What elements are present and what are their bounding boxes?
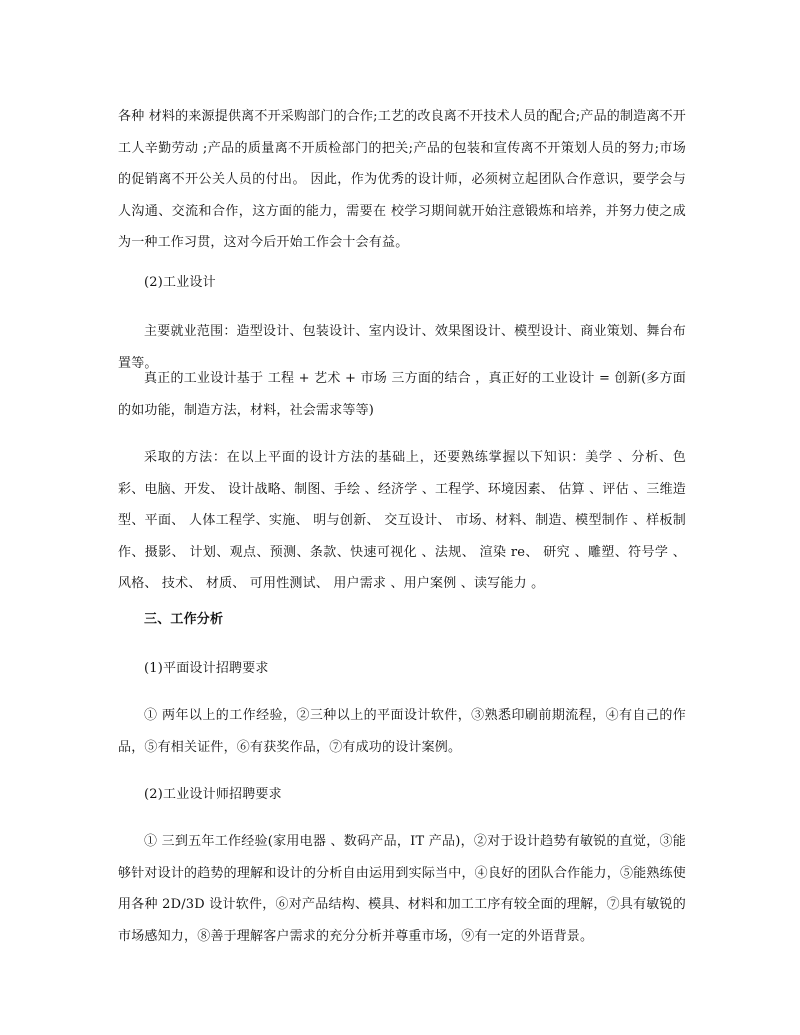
paragraph-graphic-design-requirements: ① 两年以上的工作经验，②三种以上的平面设计软件，③熟悉印刷前期流程，④有自己的作品，⑤有相关证件，⑥有获奖作品，⑦有成功的设计案例。	[118, 708, 686, 755]
paragraph-teamwork: 各种 材料的来源提供离不开采购部门的合作;工艺的改良离不开技术人员的配合;产品的制造离不开工人辛勤劳动 ;产品的质量离不开质检部门的把关;产品的包装和宣传离不开策划人员的努力;市场的促销离不开公关人员的付出。 因此，作为优秀的设计师，必须树立起团队合作意识，要学会与人沟通、交流和合作，这方面的能力，需要在 校学习期间就开始注意锻炼和培养，并努力使之成为一种工作习贯，这对今后开始工作会十会有益。	[118, 109, 686, 250]
section-heading-work-analysis: 三、工作分析	[144, 612, 224, 627]
paragraph-employment-scope: 主要就业范围：造型设计、包装设计、室内设计、效果图设计、模型设计、商业策划、舞台布置等。	[118, 324, 686, 371]
paragraph-industrial-designer-requirements: ① 三到五年工作经验(家用电器 、数码产品，IT 产品)，②对于设计趋势有敏锐的直觉，③能够针对设计的趋势的理解和设计的分析自由运用到实际当中，④良好的团队合作能力，⑤能熟练使用各种 2D/3D 设计软件，⑥对产品结构、模具、材料和加工工序有较全面的理解，⑦具有敏锐的市场感知力，⑧善于理解客户需求的充分分析并尊重市场，⑨有一定的外语背景。	[118, 834, 686, 944]
subheading-industrial-designer-requirements: (2)工业设计师招聘要求	[144, 787, 282, 802]
subheading-graphic-design-requirements: (1)平面设计招聘要求	[144, 661, 269, 676]
subheading-industrial-design: (2)工业设计	[144, 275, 216, 290]
paragraph-industrial-design-definition: 真正的工业设计基于 工程 + 艺术 + 市场 三方面的结合 ，真正好的工业设计 = 创新(多方面的如功能，制造方法，材料，社会需求等等)	[118, 371, 686, 418]
paragraph-methods: 采取的方法：在以上平面的设计方法的基础上，还要熟练掌握以下知识：美学 、分析、色彩、电脑、开发、 设计战略、制图、手绘 、经济学 、工程学、环境因素、 估算 、评估 、三维造型、平面、 人体工程学、实施、 明与创新、 交互设计、 市场、材料、制造、模型制作 、样板制作、摄影、 计划、观点、预测、条款、快速可视化 、法规、 渲染 re、 研究 、雕塑、符号学 、风格、 技术、 材质、 可用性测试、 用户需求 、用户案例 、读写能力 。	[118, 450, 686, 591]
